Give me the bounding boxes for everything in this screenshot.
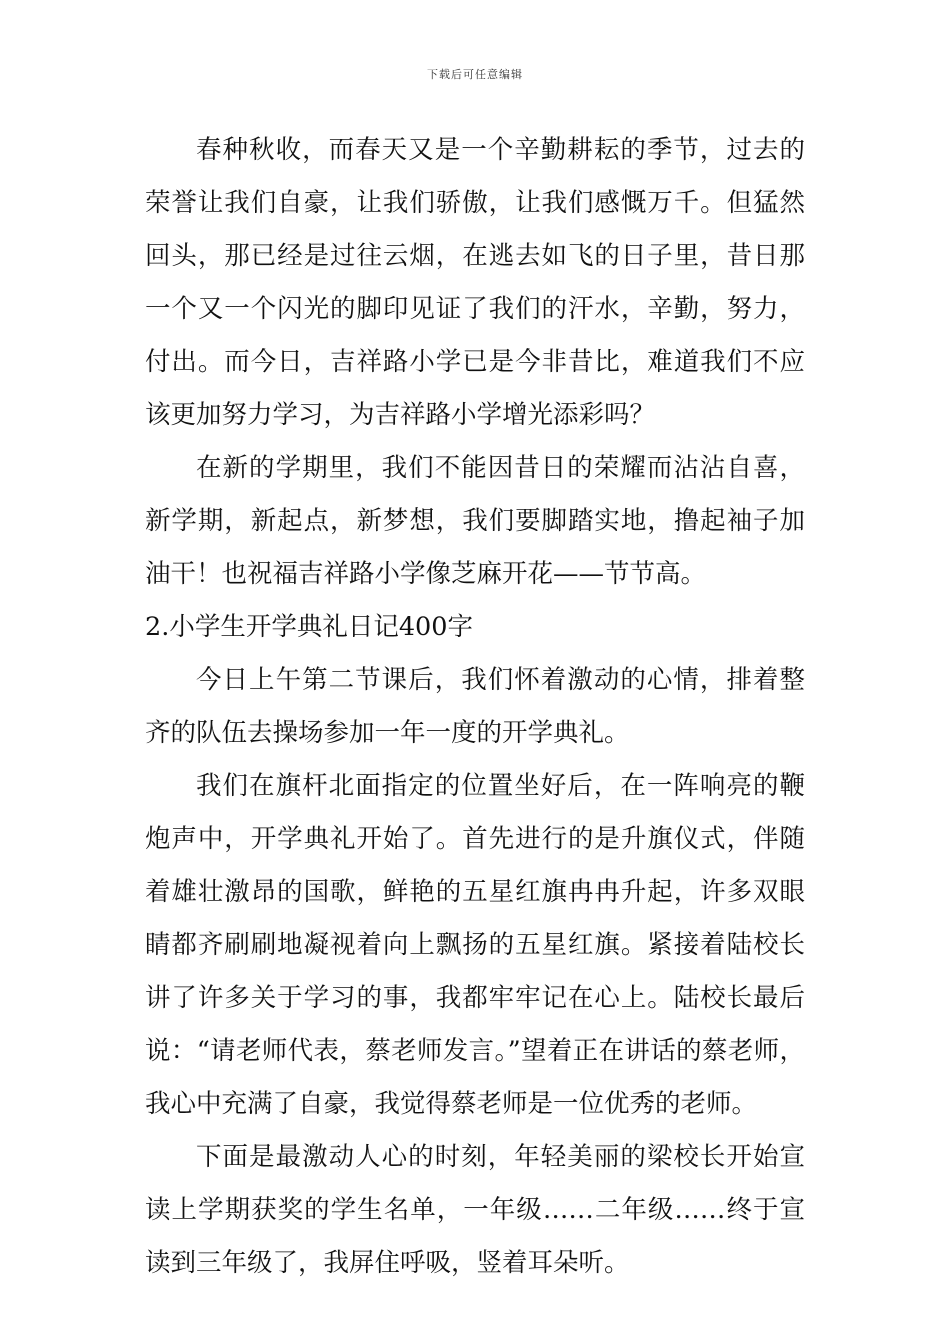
paragraph-ceremony-start: 今日上午第二节课后，我们怀着激动的心情，排着整齐的队伍去操场参加一年一度的开学典礼。 — [145, 665, 805, 748]
page-header-note: 下载后可任意编辑 — [427, 68, 523, 81]
paragraph-new-semester: 在新的学期里，我们不能因昔日的荣耀而沾沾自喜，新学期，新起点，新梦想，我们要脚踏实地，撸起袖子加油干！也祝福吉祥路小学像芝麻开花——节节高。 — [145, 453, 805, 589]
paragraph-flag-raising: 我们在旗杆北面指定的位置坐好后，在一阵响亮的鞭炮声中，开学典礼开始了。首先进行的是升旗仪式，伴随着雄壮激昂的国歌，鲜艳的五星红旗冉冉升起，许多双眼睛都齐刷刷地凝视着向上飘扬的五星红旗。紧接着陆校长讲了许多关于学习的事，我都牢牢记在心上。陆校长最后说：“请老师代表，蔡老师发言。”望着正在讲话的蔡老师，我心中充满了自豪，我觉得蔡老师是一位优秀的老师。 — [145, 771, 805, 1119]
paragraph-spring-harvest: 春种秋收，而春天又是一个辛勤耕耘的季节，过去的荣誉让我们自豪，让我们骄傲，让我们感慨万千。但猛然回头，那已经是过往云烟，在逃去如飞的日子里，昔日那一个又一个闪光的脚印见证了我们的汗水，辛勤，努力，付出。而今日，吉祥路小学已是今非昔比，难道我们不应该更加努力学习，为吉祥路小学增光添彩吗？ — [145, 135, 805, 430]
section-heading: 2.小学生开学典礼日记400字 — [145, 612, 474, 642]
paragraph-award-list: 下面是最激动人心的时刻，年轻美丽的梁校长开始宣读上学期获奖的学生名单，一年级……二年级……终于宣读到三年级了，我屏住呼吸，竖着耳朵听。 — [145, 1142, 805, 1278]
document-body — [145, 124, 805, 1290]
